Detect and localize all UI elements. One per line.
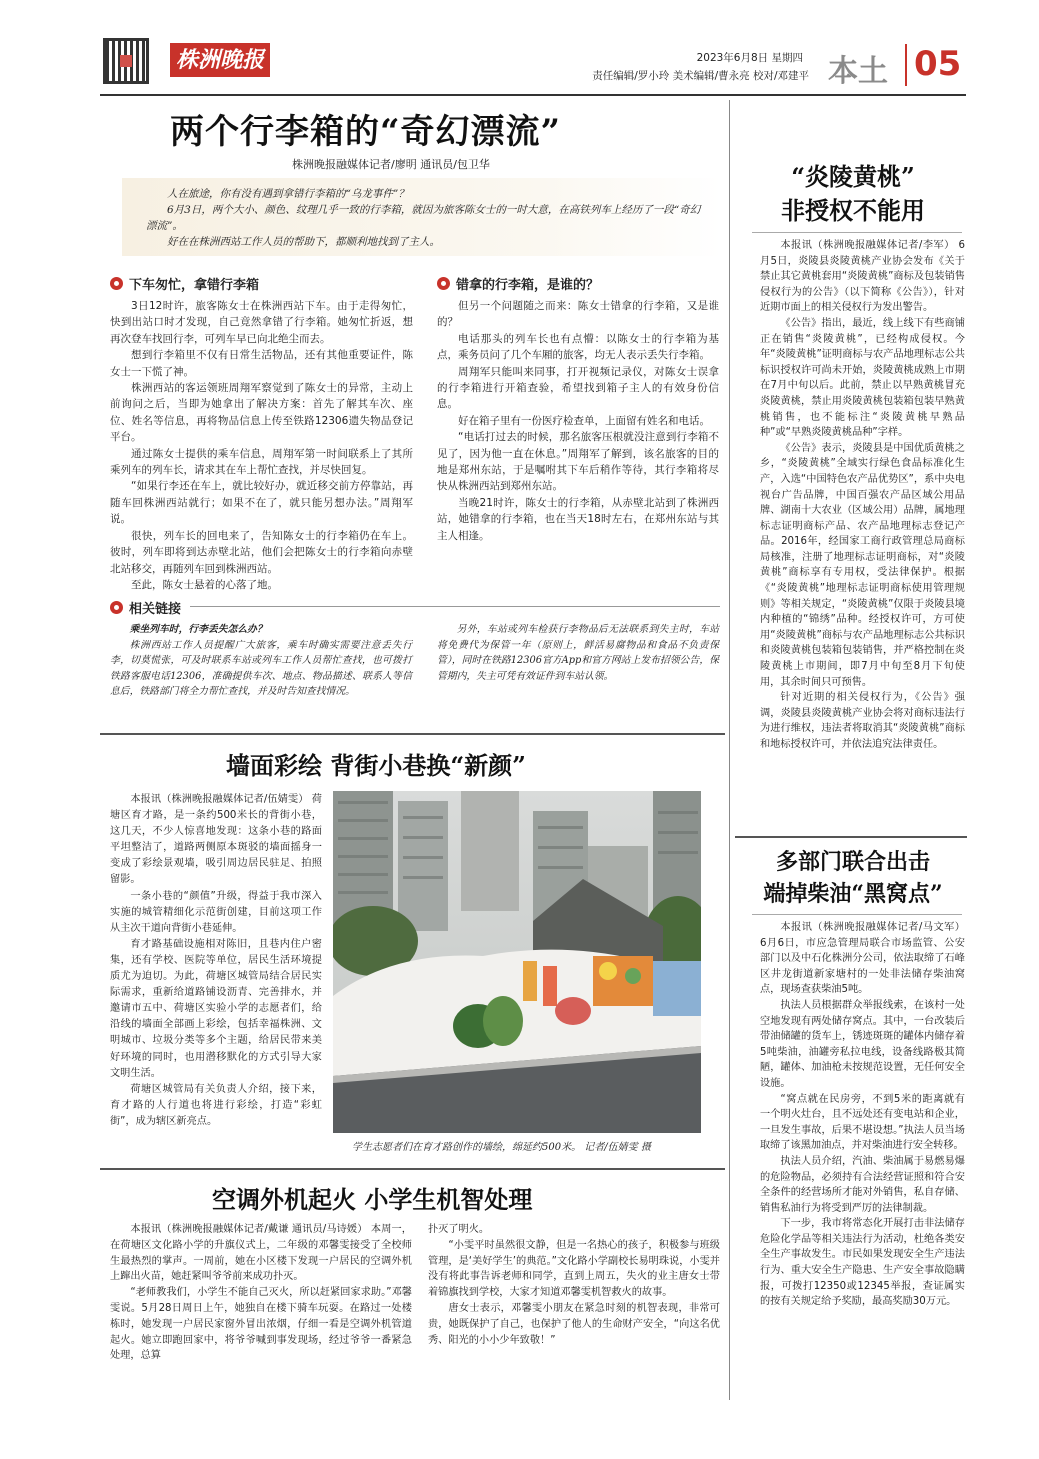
lead-left-body — [110, 298, 413, 593]
qr-code — [103, 38, 149, 84]
lead-right-body — [437, 298, 719, 544]
photo-illustration — [333, 791, 701, 1133]
wall-painting-photo — [333, 791, 701, 1133]
paragraph: 周翔军只能叫来同事，打开视频记录仪，对陈女士误拿的行李箱进行开箱查验，希望找到箱子主人的有效身份信息。 — [437, 365, 719, 411]
intro-line-1: 人在旅途，你有没有遇到拿错行李箱的“乌龙事件”？ — [167, 188, 409, 200]
bullet-icon — [110, 277, 123, 290]
paragraph: “电话打过去的时候，那名旅客压根就没注意到行李箱不见了，因为他一直在休息。”周翔军了解到，该名旅客的目的地是郑州东站，于是嘱咐其下车后稍作等待，其行李箱将尽快从株洲西站到郑州东站。 — [437, 431, 719, 493]
date-line: 2023年6月8日 星期四 — [696, 52, 803, 64]
paragraph: 本报讯（株洲晚报融媒体记者/马文军） 6月6日，市应急管理局联合市场监管、公安部门以及中石化株洲分公司，依法取缔了石峰区井龙街道新家塘村的一处非法储存柴油窝点，现场查获柴油5吨。 — [760, 922, 965, 996]
side1-body — [760, 238, 965, 753]
side1-rule — [752, 232, 962, 233]
related-links-left — [110, 622, 412, 700]
story3-left-body — [110, 1222, 412, 1364]
side2-rule — [752, 914, 962, 915]
side-section-rule — [735, 836, 967, 838]
paragraph: “窝点就在民房旁，不到5米的距离就有一个明火灶台，且不远处还有变电站和企业，一旦发生事故，后果不堪设想。”执法人员当场取缔了该黑加油点，并对柴油进行安全转移。 — [760, 1093, 965, 1152]
paragraph: 《公告》指出，最近，线上线下有些商铺正在销售“炎陵黄桃”，已经构成侵权。今年“炎陵黄桃”证明商标与农产品地理标志公共标识授权许可尚未开始，炎陵黄桃成熟上市期在7月中旬以后。此前，禁止以早熟黄桃冒充炎陵黄桃，禁止用炎陵黄桃包装箱包装早熟黄桃销售，也不能标注“炎陵黄桃早熟品种”或“早熟炎陵黄桃品种”字样。 — [760, 317, 965, 439]
story2-headline: 墙面彩绘 背街小巷换“新颜” — [226, 751, 526, 780]
section-name: 本土 — [828, 54, 888, 89]
paragraph: 3日12时许，旅客陈女士在株洲西站下车。由于走得匆忙，快到出站口时才发现，自己竟然拿错了行李箱。她匆忙折返，想再次登车找回行李，可列车早已向北绝尘而去。 — [110, 300, 413, 345]
paragraph: 唐女士表示，邓馨雯小朋友在紧急时刻的机智表现，非常可贵，她既保护了自己，也保护了他人的生命财产安全，“向这名优秀、阳光的小小少年致敬！” — [428, 1302, 720, 1346]
paragraph: 株洲西站的客运领班周翔军察觉到了陈女士的异常，主动上前询问之后，当即为她拿出了解决方案：首先了解其车次、座位、姓名等信息，再将物品信息上传至铁路12306遗失物品登记平台。 — [110, 382, 413, 444]
paragraph: 执法人员根据群众举报线索，在该村一处空地发现有两处储存窝点。其中，一台改装后带油储罐的货车上，锈迹斑斑的罐体内储存着5吨柴油，油罐旁私拉电线，设备线路极其简陋，罐体、加油枪未按规范设置，无任何安全设施。 — [760, 999, 965, 1089]
related-links-right: 另外，车站或列车检获行李物品后无法联系到失主时，车站将免费代为保管一年（原则上，鲜活易腐物品和食品不负责保管），同时在铁路12306官方App和官方网站上发布招领公告，保管期内，失主可凭有效证件到车站认领。 — [437, 624, 719, 682]
lead-byline: 株洲晚报融媒体记者/廖明 通讯员/包卫华 — [292, 158, 490, 171]
paragraph: 扑灭了明火。 — [428, 1224, 490, 1235]
side2-headline-line2: 端掉柴油“黑窝点” — [763, 881, 943, 907]
paragraph: 针对近期的相关侵权行为，《公告》强调，炎陵县炎陵黄桃产业协会将对商标违法行为进行维权，违法者将取消其“炎陵黄桃”商标和地标授权许可，并依法追究法律责任。 — [760, 692, 965, 750]
paragraph: 本报讯（株洲晚报融媒体记者/李军） 6月5日，炎陵县炎陵黄桃产业协会发布《关于禁止其它黄桃套用“炎陵黄桃”商标及包装销售侵权行为的公告》（以下简称《公告》），针对近期市面上的相关侵权行为发出警告。 — [760, 240, 965, 314]
paragraph: 执法人员介绍，汽油、柴油属于易燃易爆的危险物品，必须持有合法经营证照和符合安全条件的经营场所才能对外销售，私自存储、销售私油行为将受到严厉的法律制裁。 — [760, 1155, 965, 1214]
lead-right-subhead-text: 错拿的行李箱，是谁的？ — [456, 278, 600, 293]
paragraph: 当晚21时许，陈女士的行李箱，从赤壁北站到了株洲西站，她错拿的行李箱，也在当天18时左右，在郑州东站与其主人相逢。 — [437, 496, 719, 542]
lead-right-subhead — [437, 274, 599, 293]
photo-caption: 学生志愿者们在育才路创作的墙绘，绵延约500米。 记者/伍婧雯 摄 — [352, 1142, 651, 1153]
paragraph: 好在箱子里有一份医疗检查单，上面留有姓名和电话。 — [458, 414, 710, 427]
paragraph: 下一步，我市将常态化开展打击非法储存危险化学品等相关违法行为活动，杜绝各类安全生产事故发生。市民如果发现安全生产违法行为、重大安全生产隐患、生产安全事故隐瞒报，可拨打12350或12345举报，查证属实的按有关规定给予奖励，最高奖励30万元。 — [760, 1218, 965, 1308]
paragraph: 本报讯（株洲晚报融媒体记者/伍婧雯） 荷塘区育才路，是一条约500米长的背街小巷，这几天，不少人惊喜地发现：这条小巷的路面平坦整洁了，道路两侧原本斑驳的墙面摇身一变成了彩绘景观墙，吸引周边居民驻足、拍照留影。 — [110, 794, 322, 886]
paragraph: 但另一个问题随之而来：陈女士错拿的行李箱，又是谁的？ — [437, 300, 719, 329]
intro-line-3: 好在在株洲西站工作人员的帮助下，都顺利地找到了主人。 — [167, 236, 440, 248]
lead-left-subhead-text: 下车匆忙，拿错行李箱 — [129, 278, 260, 293]
newspaper-logo: 株洲晚报 — [170, 43, 270, 77]
side2-headline-line1: 多部门联合出击 — [775, 849, 930, 875]
related-question: 乘坐列车时，行李丢失怎么办？ — [129, 624, 267, 635]
paragraph: “如果行李还在车上，就比较好办，就近移交前方停靠站，再随车回株洲西站就行；如果不在了，就只能另想办法。”周翔军说。 — [110, 480, 413, 526]
lead-headline: 两个行李箱的“奇幻漂流” — [170, 112, 562, 152]
lead-left-subhead — [110, 274, 259, 293]
side1-headline-line1: “炎陵黄桃” — [791, 162, 915, 191]
side2-body — [760, 920, 965, 1310]
side1-headline-line2: 非授权不能用 — [781, 196, 925, 225]
section-rule-2 — [100, 1168, 725, 1170]
paragraph: “老师教我们，小学生不能自己灭火，所以赶紧回家求助。”邓馨雯说。5月28日周日上午，她独自在楼下骑车玩耍。在路过一处楼栋时，她发现一户居民家窗外冒出浓烟，仔细一看是空调外机管道起火。她立即跑回家中，将爷爷喊到事发现场，经过爷爷一番紧急处理，总算 — [110, 1287, 412, 1362]
paragraph: 一条小巷的“颜值”升级，得益于我市深入实施的城管精细化示范街创建，目前这项工作从主次干道向背街小巷延伸。 — [110, 890, 322, 934]
related-answer: 株洲西站工作人员提醒广大旅客，乘车时确实需要注意丢失行李，切莫慌张，可及时联系车站或列车工作人员帮忙查找，也可拨打铁路客服电话12306，准确提供车次、地点、物品描述、联系人等信息后，铁路部门将全力帮忙查找，并及时告知查找情况。 — [110, 639, 412, 697]
paragraph: 育才路基础设施相对陈旧，且巷内住户密集，还有学校、医院等单位，居民生活环境提质尤为迫切。为此，荷塘区城管局结合居民实际需求，重新给道路铺设沥青、完善排水，并邀请市五中、荷塘区实验小学的志愿者们，给沿线的墙面全部画上彩绘，包括幸福株洲、文明城市、垃圾分类等多个主题，给居民带来美好环境的同时，也用潜移默化的方式引导大家文明生活。 — [110, 938, 322, 1079]
related-links-head-text: 相关链接 — [129, 602, 182, 617]
story3-right-body — [428, 1222, 720, 1348]
paragraph: 想到行李箱里不仅有日常生活物品，还有其他重要证件，陈女士一下慌了神。 — [110, 349, 413, 378]
paragraph: 通过陈女士提供的乘车信息，周翔军第一时间联系上了其所乘列车的列车长，请求其在车上帮忙查找，并尽快回复。 — [110, 447, 413, 477]
bullet-icon — [437, 277, 450, 290]
paragraph: 荷塘区城管局有关负责人介绍，接下来，育才路的人行道也将进行彩绘，打造“彩虹街”，成为辖区新亮点。 — [110, 1083, 322, 1127]
paragraph: “小雯平时虽然很文静，但是一名热心的孩子，积极参与班级管理，是‘美好学生’的典范。”文化路小学副校长易明珠说，小雯并没有将此事告诉老师和同学，直到上周五，失火的业主唐女士带着锦旗找到学校，大家才知道邓馨雯机智救火的故事。 — [428, 1239, 720, 1299]
bullet-icon — [110, 601, 123, 614]
paragraph: 很快，列车长的回电来了，告知陈女士的行李箱仍在车上。彼时，列车即将到达赤壁北站，他们会把陈女士的行李箱向赤壁北站移交，再随列车回到株洲西站。 — [110, 529, 413, 575]
related-rule — [190, 606, 720, 607]
column-divider — [729, 100, 730, 1400]
editors-line: 责任编辑/罗小玲 美术编辑/曹永亮 校对/邓建平 — [592, 70, 809, 82]
section-rule-1 — [100, 733, 725, 735]
related-links-head — [110, 598, 181, 617]
paragraph: 本报讯（株洲晚报融媒体记者/戴谦 通讯员/马诗媛） 本周一，在荷塘区文化路小学的升旗仪式上，二年级的邓馨雯接受了全校师生最热烈的掌声。一周前，她在小区楼下发现一户居民的空调外机上蹿出火苗，她赶紧叫爷爷前来成功扑灭。 — [110, 1224, 412, 1283]
paragraph: 《公告》表示，炎陵县是中国优质黄桃之乡，“炎陵黄桃”全域实行绿色食品标准化生产，入选“中国特色农产品优势区”，系中央电视台广告品牌，中国百强农产品区域公用品牌、湖南十大农业（区域公用）品牌，属地理标志证明商标产品、农产品地理标志登记产品。2016年，经国家工商行政管理总局商标局核准，注册了地理标志证明商标，对“炎陵黄桃”商标享有专用权，受法律保护。根据《“炎陵黄桃”地理标志证明商标使用管理规则》等相关规定，“炎陵黄桃”仅限于炎陵县境内种植的“锦绣”品种。经授权许可，方可使用“炎陵黄桃”商标与农产品地理标志公共标识和炎陵黄桃包装箱包装销售，并严格控制在炎陵黄桃上市期间，即7月中旬至8月下旬使用，其余时间只可预售。 — [760, 442, 965, 688]
side1-headline — [738, 160, 968, 228]
section-divider — [905, 44, 907, 86]
intro-line-2: 6月3日，两个大小、颜色、纹理几乎一致的行李箱，就因为旅客陈女士的一时大意，在高铁列车上经历了一段“奇幻漂流”。 — [146, 204, 701, 232]
lead-intro — [146, 186, 706, 250]
page-number: 05 — [914, 44, 962, 84]
story3-headline: 空调外机起火 小学生机智处理 — [212, 1185, 533, 1214]
masthead-rule — [100, 94, 966, 96]
story2-body — [110, 792, 322, 1130]
side2-headline — [738, 846, 968, 910]
paragraph: 至此，陈女士悬着的心落了地。 — [131, 578, 278, 591]
paragraph: 电话那头的列车长也有点懵：以陈女士的行李箱为基点，乘务员问了几个车厢的旅客，均无人表示丢失行李箱。 — [437, 332, 719, 362]
